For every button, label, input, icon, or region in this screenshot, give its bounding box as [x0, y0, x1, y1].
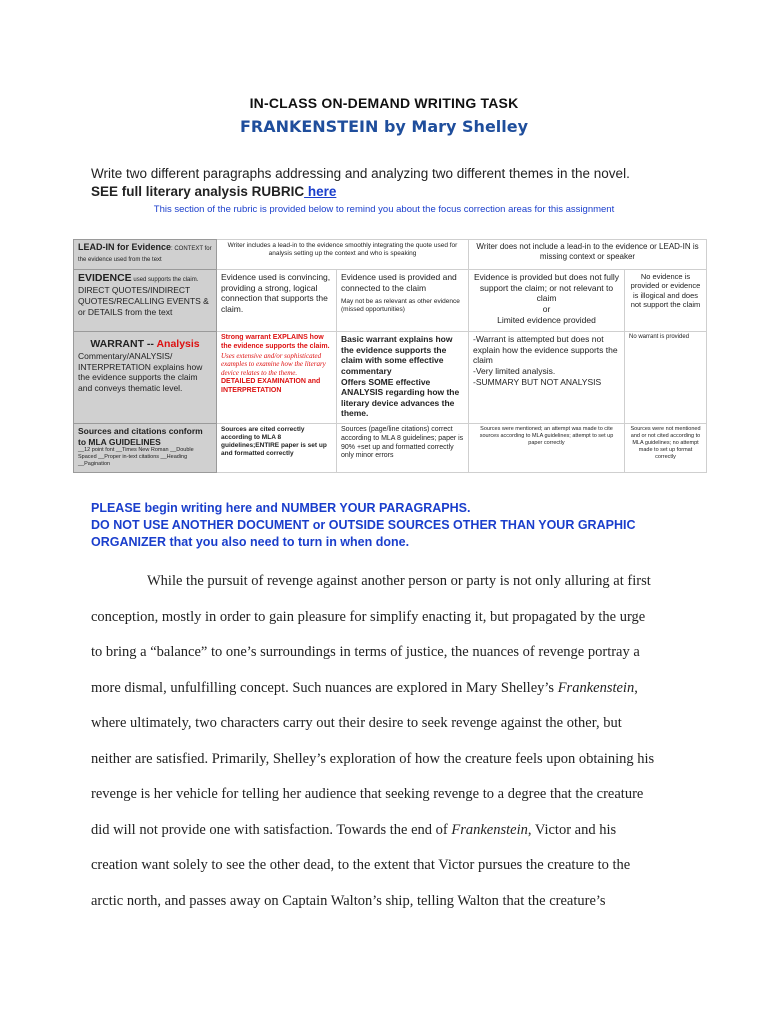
essay-line: revenge is her vehicle for telling her audience that seeking revenge to a degree that the creature: [91, 786, 644, 802]
page-subtitle: FRANKENSTEIN by Mary Shelley: [239, 117, 529, 136]
essay-line: arctic north, and passes away on Captain Walton’s ship, telling Walton that the creature’s: [91, 892, 606, 909]
rubric-table: [73, 239, 706, 472]
rubric-row-sources: [74, 424, 707, 473]
rubric-cell: Sources were not mentioned and or not cited according to MLA guidelines; no attempt made to set up format correctly: [625, 424, 707, 473]
rubric-cell: Sources were mentioned; an attempt was made to cite sources according to MLA guidelines; attempt to set up paper correctly: [469, 424, 625, 473]
rubric-label-leadin: LEAD-IN for Evidence: CONTEXT for the evidence used from the text: [74, 240, 217, 270]
rubric-cell: Sources are cited correctly according to MLA 8 guidelines;ENTIRE paper is set up and formatted correctly: [217, 424, 337, 473]
rubric-reference-label: SEE full literary analysis RUBRIC: [91, 184, 305, 199]
rubric-cell: No evidence is provided or evidence is illogical and does not support the claim: [625, 270, 707, 332]
rubric-label-warrant: WARRANT -- Analysis Commentary/ANALYSIS/ INTERPRETATION explains how the evidence supports the claim and conveys thematic level.: [74, 332, 217, 424]
essay-line: creation want solely to see the other dead, to the extent that Victor pursues the creature to the: [91, 857, 631, 873]
rubric-row-evidence: [74, 270, 707, 332]
rubric-cell: Writer does not include a lead-in to the evidence or LEAD-IN is missing context or speaker: [469, 240, 707, 270]
writing-instructions: PLEASE begin writing here and NUMBER YOUR PARAGRAPHS. DO NOT USE ANOTHER DOCUMENT or OUTSIDE SOURCES OTHER THAN YOUR GRAPHIC ORGANIZER that you also need to turn in when done.: [91, 501, 636, 549]
essay-line: where ultimately, two characters carry out their desire to seek revenge against the other, but: [91, 715, 622, 731]
rubric-link[interactable]: here: [304, 184, 337, 199]
essay-body: [91, 570, 681, 925]
page-title: IN-CLASS ON-DEMAND WRITING TASK: [249, 95, 519, 111]
rubric-cell: Strong warrant EXPLAINS how the evidence supports the claim. Uses extensive and/or sophisticated examples to examine how the literary device relates to the theme. DETAILED EXAMINATION and INTERPRETATION: [217, 332, 337, 424]
rubric-cell: Evidence used is provided and connected to the claim May not be as relevant as other evidence (missed opportunities): [337, 270, 469, 332]
instruction-text: Write two different paragraphs addressing and analyzing two different themes in the novel.: [91, 166, 630, 181]
rubric-reference: [91, 184, 336, 199]
essay-line: did will not provide one with satisfaction. Towards the end of Frankenstein, Victor and his: [91, 821, 617, 838]
rubric-cell: No warrant is provided: [625, 332, 707, 424]
rubric-cell: -Warrant is attempted but does not explain how the evidence supports the claim -Very limited analysis. -SUMMARY BUT NOT ANALYSIS: [469, 332, 625, 424]
rubric-label-evidence: EVIDENCE used supports the claim. DIRECT QUOTES/INDIRECT QUOTES/RECALLING EVENTS & or DETAILS from the text: [74, 270, 217, 332]
essay-line: to bring a “balance” to one’s surroundings in terms of justice, the nuances of revenge portray a: [91, 644, 640, 660]
rubric-cell: Writer includes a lead-in to the evidence smoothly integrating the quote used for analysis setting up the context and who is speaking: [217, 240, 469, 270]
essay-line: more dismal, unfulfilling concept. Such nuances are explored in Mary Shelley’s Frankenstein,: [91, 679, 638, 696]
rubric-cell: Sources (page/line citations) correct according to MLA 8 guidelines; paper is 90% +set up and formatted correctly only minor errors: [337, 424, 469, 473]
rubric-cell: Basic warrant explains how the evidence supports the claim with some effective commentary Offers SOME effective ANALYSIS regarding how the literary device advances the theme.: [337, 332, 469, 424]
rubric-label-sources: Sources and citations conform to MLA GUIDELINES __12 point font __Times New Roman __Double Spaced __Proper in-text citations __Heading __Pagination: [74, 424, 217, 473]
essay-line: neither are satisfied. Primarily, Shelley’s exploration of how the creature feels upon obtaining his: [91, 750, 655, 767]
rubric-cell: Evidence is provided but does not fully support the claim; or not relevant to claim or Limited evidence provided: [469, 270, 625, 332]
essay-line: conception, mostly in order to gain pleasure for simplify enacting it, but propagated by the urge: [91, 608, 646, 625]
rubric-row-warrant: [74, 332, 707, 424]
essay-line: While the pursuit of revenge against another person or party is not only alluring at first: [147, 573, 651, 589]
rubric-cell: Evidence used is convincing, providing a strong, logical connection that supports the claim.: [217, 270, 337, 332]
rubric-row-leadin: [74, 240, 707, 270]
rubric-note: This section of the rubric is provided below to remind you about the focus correction areas for this assignment: [153, 204, 615, 215]
